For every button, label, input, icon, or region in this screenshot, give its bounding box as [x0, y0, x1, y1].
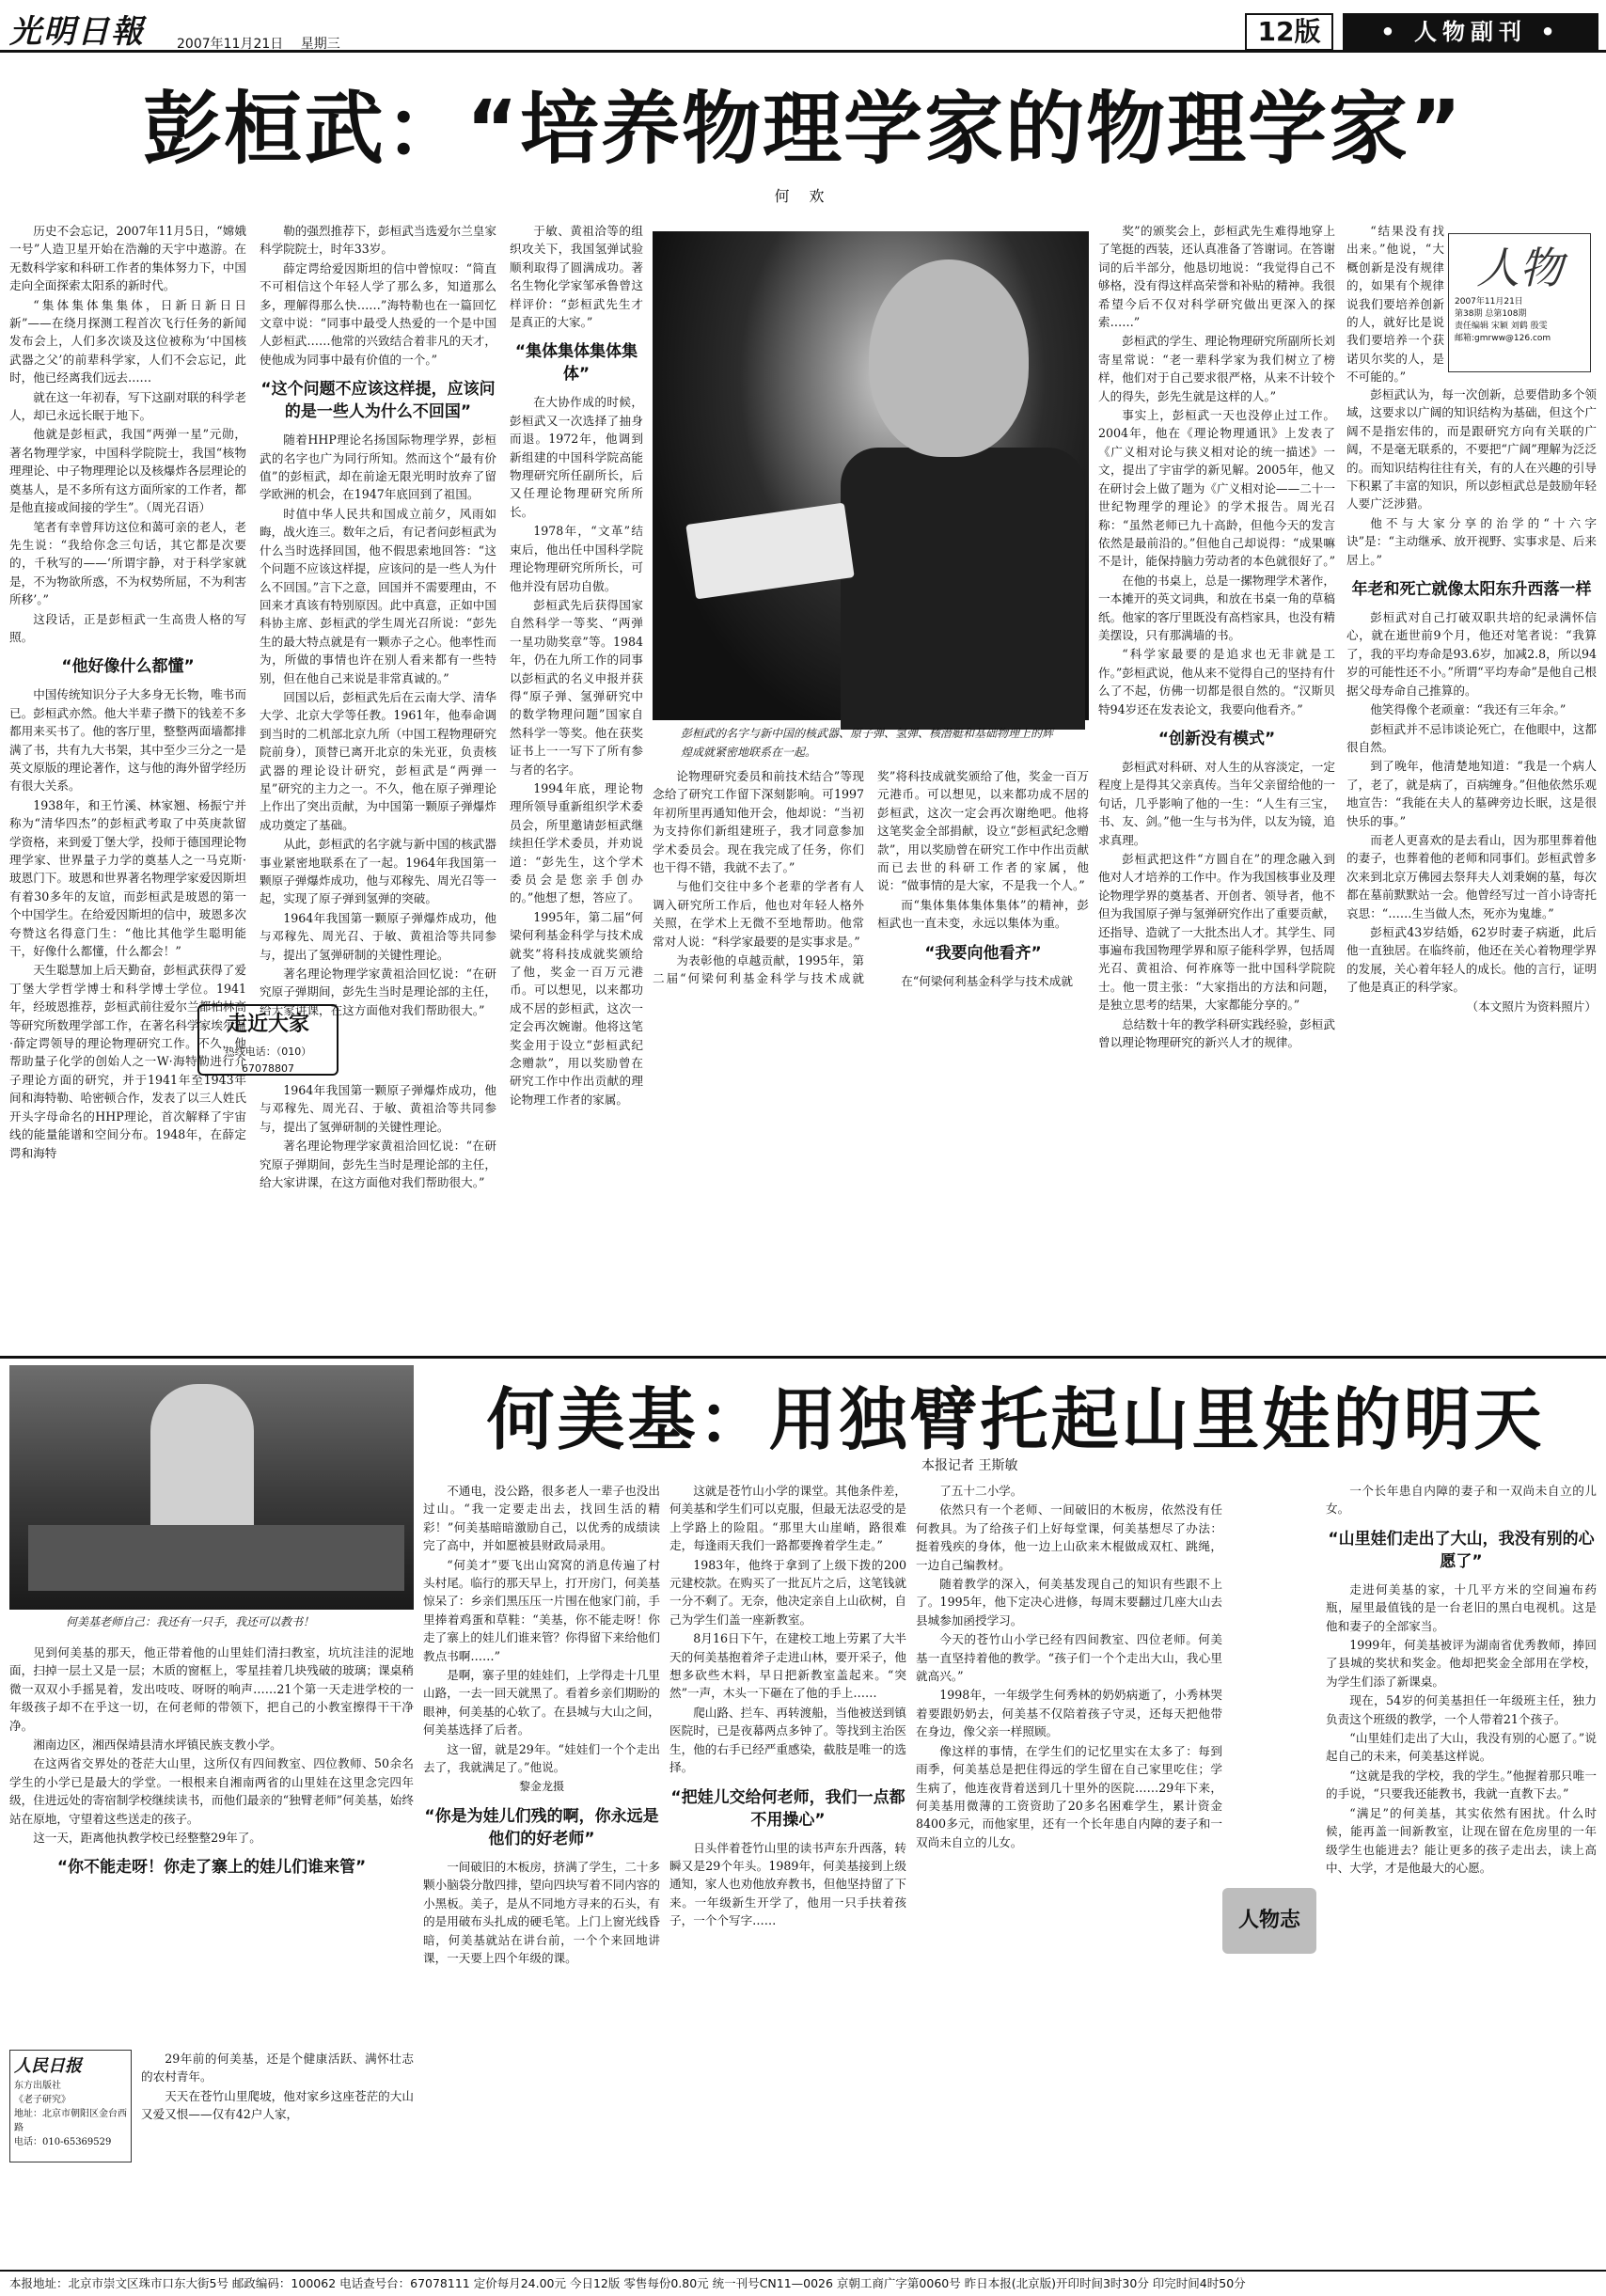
paragraph: 中国传统知识分子大多身无长物，唯书而已。彭桓武亦然。他大半辈子攒下的钱差不多都用来买书了。他的客厅里，整整两面墙都排满了书，共有九大书架，其中至少三分之一是英文原版的理论著作，这与他的海外留学经历有很大关系。	[9, 687, 246, 794]
paragraph: 笔者有幸曾拜访这位和蔼可亲的老人，老先生说：“我给你念三句话，其它都是次要的，千秋写的——‘所谓宇静，对于科学家就是，不为物欲所惑，不为权势所屈，不为利害所移’。”	[9, 519, 246, 607]
paragraph: 这就是苍竹山小学的课堂。其他条件差，何美基和学生们可以克服，但最无法忍受的是上学路上的险阻。“那里大山崖峭，路很难走，每逢雨天我们一路都要搀着学生走。”	[669, 1484, 906, 1553]
article1-column-6-para-2: 彭桓武认为，每一次创新，总要借助多个领域，这要求以广阔的知识结构为基础，但这个广阔不是指宏伟的，而是跟研究方向有关联的广阔，不是毫无联系的，不要把“广阔”理解为泛泛的。而知识结构往往有关，有的人在兴趣的引导下积累了丰富的知识，所以彭桓武总是鼓励年轻人要广泛涉猎。	[1346, 387, 1597, 511]
issue-date: 2007年11月21日	[177, 37, 284, 52]
paragraph: 他笑得像个老顽童：“我还有三年余。”	[1370, 702, 1567, 717]
article1-column-6-para-3: 他不与大家分享的治学的“十六字诀”是：“主动继承、放开视野、实事求是、后来居上。”	[1346, 515, 1597, 567]
pub-line-2: 《老子研究》	[14, 2095, 71, 2105]
paragraph: 在“何梁何利基金科学与技术成就	[901, 973, 1073, 988]
paragraph: 8月16日下午，在建校工地上劳累了大半天的何美基抱着斧子走进山林，要开采子，他想多砍些木料，早日把新教室盖起来。“突然”一声，木头一下砸在了他的手上……	[669, 1631, 906, 1701]
paragraph: 1994年底，理论物理所领导重新组织学术委员会，所里邀请彭桓武继续担任学术委员，并劝说道：“彭先生，这个学术委员会是您亲手创办的。”他想了想，答应了。	[510, 780, 643, 905]
paragraph: 1983年，他终于拿到了上级下拨的200元建校款。在购买了一批瓦片之后，这笔钱就一分不剩了。无奈，他决定亲自上山砍树，自己为学生们盖一座新教室。	[669, 1557, 906, 1627]
article2-column-5	[1326, 1482, 1597, 2266]
article1-column-1	[9, 222, 246, 1350]
he-meiji-photo-caption: 何美基老师自己：我还有一只手，我还可以教书！	[66, 1615, 315, 1628]
article1-column-6-lead: “结果没有找出来。”他说，“大概创新是没有规律的，如果有个规律说我们要培养创新的人，就好比是说我们要培养一个获诺贝尔奖的人，是不可能的。”	[1346, 224, 1444, 385]
paragraph: 随着教学的深入，何美基发现自己的知识有些跟不上了。1995年，他下定决心进修，每周末要翻过几座大山去县城参加函授学习。	[916, 1577, 1222, 1628]
paragraph: 爬山路、拦车、再转渡船，当他被送到镇医院时，已是夜幕两点多钟了。等找到主治医生，他的右手已经严重感染，截肢是唯一的选择。	[669, 1705, 906, 1775]
article2-byline: 本报记者 王斯敏	[921, 1458, 1018, 1473]
feature-date: 2007年11月21日	[1455, 297, 1523, 307]
paragraph: 历史不会忘记，2007年11月5日，“嫦娥一号”人造卫星开始在浩瀚的天宇中遨游。在无数科学家和科研工作者的集体努力下，中国走向全面探索太阳系的新时代。	[9, 224, 246, 293]
issue-weekday: 星期三	[300, 37, 340, 52]
paragraph: 依然只有一个老师、一间破旧的木板房，依然没有任何教具。为了给孩子们上好每堂课，何美基想尽了办法：挺着残疾的身体，他一边上山砍来木棍做成双杠、跳绳，一边自己编教材。	[916, 1502, 1222, 1572]
feature-info-box	[1448, 233, 1591, 372]
paragraph: “满足”的何美基，其实依然有困扰。什么时候，能再盖一间新教室，让现在留在危房里的一年级学生也能进去？能让更多的孩子走出去，读上高中、大学，才是他最大的心愿。	[1326, 1805, 1597, 1875]
feature-mark: 人物	[1476, 243, 1563, 293]
article2-headline: 何美基：用独臂托起山里娃的明天	[486, 1379, 1545, 1459]
article2-subheading-3: “把娃儿交给何老师，我们一点都不用操心”	[670, 1787, 905, 1830]
article1-subheading-1: “他好像什么都懂”	[61, 657, 195, 677]
paragraph: 现在，54岁的何美基担任一年级班主任，独力负责这个班级的教学，一个人带着21个孩子。	[1326, 1693, 1597, 1726]
paragraph: 彭桓武43岁结婚，62岁时妻子病逝，此后他一直独居。在临终前，他还在关心着物理学界的发展，关心着年轻人的成长。他的言行，证明了他是真正的科学家。	[1346, 924, 1597, 995]
paragraph: 像这样的事情，在学生们的记忆里实在太多了：每到雨季，何美基总是把住得远的学生留在自己家里吃住；学生病了，他连夜背着送到几十里外的医院……29年下来，何美基用微薄的工资资助了20多名困难学生，累计资金8400多元，而他家里，还有一个长年患自内障的妻子和一双尚未自立的儿女。	[916, 1743, 1222, 1849]
paragraph: 1978年，“文革”结束后，他出任中国科学院理论物理研究所所长，可他并没有居功自傲。	[510, 524, 643, 593]
feature-email: 邮箱:gmrww@126.com	[1455, 334, 1551, 343]
article1-subheading-5: “创新没有模式”	[1157, 729, 1276, 748]
article2-subheading-1: “你不能走呀！你走了寨上的娃儿们谁来管”	[56, 1858, 367, 1878]
paragraph: 今天的苍竹山小学已经有四间教室、四位老师。何美基一直坚持着他的教学。“孩子们一个个走出大山，我心里就高兴。”	[916, 1632, 1222, 1684]
article1-column-5	[1098, 222, 1335, 1350]
article1-column-2	[260, 222, 497, 1017]
paragraph: 奖”的颁奖会上，彭桓武先生难得地穿上了笔挺的西装，还认真准备了答谢词。在答谢词的后半部分，他恳切地说：“我觉得自己不够格，没有得这样高荣誉和补贴的精神。我很希望今后不仅对科学研究做出更深入的探索……”	[1098, 224, 1335, 330]
peng-huanwu-photo-caption: 彭桓武的名字与新中国的核武器、原子弹、氢弹、核潜艇和基础物理上的辉煌成就紧密地联系在一起。	[681, 727, 1054, 759]
paragraph: 时值中华人民共和国成立前夕，风雨如晦，战火连三。数年之后，有记者问彭桓武为什么当时选择回国，他不假思索地回答：“这个问题不应该这样提，应该问的是一些人为什么不回国。”言下之意，回国并不需要理由，不回来才真该有特别原因。此中真意，正如中国科协主席、彭桓武的学生周光召所说：“彭先生的最大特点就是有一颗赤子之心。他率性而为，所做的事情也许在别人看来都有一些特别，但在他自己来说是非常真诚的。”	[260, 506, 497, 685]
paragraph: 日头伴着苍竹山里的读书声东升西落，转瞬又是29个年头。1989年，何美基接到上级通知，家人也劝他放弃教书，但他坚持留了下来。一年级新生开学了，他用一只手扶着孩子，一个个写字……	[669, 1840, 906, 1928]
paragraph: 从此，彭桓武的名字就与新中国的核武器事业紧密地联系在了一起。1964年我国第一颗原子弹爆炸成功，他与邓稼先、周光召等一起，实现了原子弹到氢弹的突破。	[260, 837, 496, 906]
paragraph: 与他们交往中多个老辈的学者有人调入研究所工作后，他也对年轻人格外关照，在学术上无微不至地帮助。他常常对人说：“科学家最要的是实事求是。”	[653, 879, 864, 949]
pub-line-3: 地址：北京市朝阳区金台西路	[14, 2109, 127, 2133]
paragraph: 1999年，何美基被评为湖南省优秀教师，捧回了县城的奖状和奖金。他却把奖金全部用在学校，为学生们添了新课桌。	[1326, 1638, 1597, 1689]
paragraph: 在这两省交界处的苍茫大山里，这所仅有四间教室、四位教师、50余名学生的小学已是最大的学堂。一根根来自湘南两省的山里娃在这里念完四年级，住进远处的寄宿制学校继续读书，而他们最亲的“独臂老师”何美基，始终站在原地，守望着这些送走的孩子。	[9, 1756, 414, 1826]
section-label: • 人物副刊 •	[1343, 13, 1598, 51]
article1-column-6	[1346, 385, 1597, 1350]
paragraph: 这段话，正是彭桓武一生高贵人格的写照。	[9, 611, 246, 644]
article1-subheading-3: “集体集体集体集体”	[514, 342, 638, 385]
article2-column-4	[916, 1482, 1222, 2266]
page-number: 12版	[1245, 13, 1333, 51]
article1-subheading-2: “这个问题不应该这样提，应该问的是一些人为什么不回国”	[260, 380, 496, 422]
paragraph: 一个长年患自内障的妻子和一双尚未自立的儿女。	[1326, 1484, 1597, 1517]
paragraph: 一间破旧的木板房，挤满了学生，二十多颗小脑袋分散四排，望向四块写着不同内容的小黑板。美子，是从不同地方寻来的石头，有的是用破布头扎成的硬毛笔。上门上窗光线昏暗，何美基就站在讲台前，一个个来回地讲课，一天要上四个年级的课。	[423, 1859, 660, 1965]
paragraph: 著名理论物理学家黄祖洽回忆说：“在研究原子弹期间，彭先生当时是理论部的主任，给大家讲课，在这方面他对我们帮助很大。”	[260, 967, 496, 1017]
paragraph: 见到何美基的那天，他正带着他的山里娃们清扫教室，坑坑洼洼的泥地面，扫掉一层土又是一层；木质的窗框上，零星挂着几块残破的玻璃；课桌稍微一双双小手摇晃着，发出吱吱、呀呀的响声……21个第一天走进学校的一年级孩子却不在乎这一切，在何老师的带领下，把自己的小教室擦得干干净净。	[9, 1645, 414, 1733]
renwu-zhi-tag: 人物志	[1222, 1888, 1316, 1954]
paragraph: 1964年我国第一颗原子弹爆炸成功，他与邓稼先、周光召、于敏、黄祖洽等共同参与，提出了氢弹研制的关键性理论。	[260, 910, 496, 962]
paragraph: 1995年，第二届“何梁何利基金科学与技术成就奖”将科技成就奖颁给了他，奖金一百万元港币。可以想见，以来都功成不居的彭桓武，这次一定会再次婉谢。他将这笔奖金用于设立“彭桓武纪念赠款”，用以奖励曾在研究工作中作出贡献的理论物理工作者的家属。	[510, 909, 643, 1107]
dateline	[177, 34, 354, 53]
paragraph: 不通电，没公路，很多老人一辈子也没出过山。“我一定要走出去，找回生活的精彩！”何美基暗暗激励自己，以优秀的成绩读完了高中，并如愿被县财政局录用。	[423, 1484, 660, 1553]
pub-line-1: 东方出版社	[14, 2081, 61, 2091]
paragraph: 于敏、黄祖洽等的组织攻关下，我国氢弹试验顺利取得了圆满成功。著名生物化学家邹承鲁曾这样评价：“彭桓武先生才是真正的大家。”	[510, 224, 643, 330]
paragraph: 就在这一年初春，写下这副对联的科学老人，却已永远长眠于地下。	[9, 389, 246, 423]
article2-column-3	[669, 1482, 906, 2266]
paragraph: 天天在苍竹山里爬坡，他对家乡这座苍茫的大山又爱又恨——仅有42户人家，	[141, 2088, 414, 2122]
article2-column-1	[9, 1643, 414, 2038]
paragraph: 在大协作成的时候，彭桓武又一次选择了抽身而退。1972年，他调到新组建的中国科学院高能物理研究所任副所长，后又任理论物理研究所所长。	[510, 395, 643, 519]
paragraph: 彭桓武的学生、理论物理研究所副所长刘寄星常说：“老一辈科学家为我们树立了榜样，他们对于自己要求很严格，从来不计较个人的得失，彭先生就是这样的人。”	[1098, 334, 1335, 403]
article1-column-2-tail	[260, 1081, 496, 1350]
photo-credit: 黎金龙摄	[518, 1779, 564, 1793]
paragraph: 1998年，一年级学生何秀林的奶奶病逝了，小秀林哭着要跟奶奶去，何美基不仅陪着孩子守灵，还每天把他带在身边，像父亲一样照顾。	[916, 1688, 1222, 1739]
paragraph: 湘南边区，湘西保靖县清水坪镇民族支教小学。	[33, 1738, 282, 1753]
article2-column-1-tail	[141, 2050, 414, 2266]
paragraph: 这一留，就是29年。“娃娃们一个个走出去了，我就满足了。”他说。	[423, 1741, 660, 1775]
article1-column-4	[653, 767, 1089, 1350]
hotline-box	[197, 1004, 339, 1076]
article-divider	[0, 1356, 1606, 1359]
he-meiji-photo	[9, 1365, 414, 1610]
article1-subheading-4: “我要向他看齐”	[924, 943, 1042, 963]
paragraph: “山里娃们走出了大山，我没有别的心愿了。”说起自己的未来，何美基这样说。	[1326, 1731, 1597, 1764]
pub-line-4: 电话：010-65369529	[14, 2137, 112, 2147]
paragraph: 彭桓武对科研、对人生的从容淡定，一定程度上是得其父亲真传。当年父亲留给他的一句话，几乎影响了他的一生：“人生有三宝，书、友、剑。”他一生与书为伴，以友为镜，追求真理。	[1098, 759, 1336, 847]
peng-huanwu-photo	[653, 231, 1089, 720]
article1-column-3	[510, 222, 643, 1350]
paragraph: 彭桓武对自己打破双职共培的纪录满怀信心，就在逝世前9个月，他还对笔者说：“我算了，我的平均寿命是93.6岁，加减2.8，所以94岁的可能性还不小。”所谓“平均寿命”是他自己根据父母寿命自己推算的。	[1346, 610, 1597, 698]
publication-ad-box	[9, 2050, 132, 2162]
paragraph: 勒的强烈推荐下，彭桓武当选爱尔兰皇家科学院院士，时年33岁。	[260, 224, 496, 257]
paragraph: 这一天，距离他执教学校已经整整29年了。	[33, 1831, 261, 1846]
paragraph: 随着HHP理论名扬国际物理学界，彭桓武的名字也广为同行所知。然而这个“最有价值”的彭桓武，却在前途无限光明时放弃了留学欧洲的机会，在1947年底回到了祖国。	[260, 432, 496, 502]
article1-column-2-tail-text: 1964年我国第一颗原子弹爆炸成功，他与邓稼先、周光召、于敏、黄祖洽等共同参与，提出了氢弹研制的关键性理论。	[260, 1083, 496, 1134]
paragraph: 到了晚年，他清楚地知道：“我是一个病人了，老了，就是病了，百病缠身。”但他依然乐观地宣告：“我能在夫人的墓碑旁边长眠，这是很快乐的事。”	[1346, 759, 1597, 828]
paragraph: 他就是彭桓武，我国“两弹一星”元勋，著名物理学家，中国科学院院士，我国“核物理理论、中子物理理论以及核爆炸各层理论的奠基人，是不多所有这方面所家的工作者，都是他直接或间接的学生”。（周光召语）	[9, 427, 246, 515]
article2-subheading-5: “山里娃们走出了大山，我没有别的心愿了”	[1328, 1529, 1595, 1571]
page-footer: 本报地址：北京市崇文区珠市口东大街5号 邮政编码：100062 电话查号台：67078111 定价每月24.00元 今日12版 零售每份0.80元 统一刊号CN11—0026 京朝工商广字第0060号 昨日本报(北京版)开印时间3时30分 印完时间4时50分	[0, 2270, 1606, 2296]
paragraph: 了五十二小学。	[939, 1484, 1023, 1498]
paragraph: 事实上，彭桓武一天也没停止过工作。2004年，他在《理论物理通讯》上发表了《广义相对论与狭义相对论的统一描述》一文，提出了宇宙学的新见解。2005年，他又在研讨会上做了题为《广义相对论——二十一世纪物理学的理论》的学术报告。周光召称：“虽然老师已九十高龄，但他今天的发言依然是最前沿的。”但他自己却说得：“成果嘛不是计，能保持脑力劳动者的本色就很好了。”	[1098, 408, 1336, 569]
paragraph: 为表彰他的卓越贡献，1995年，第二届“何梁何利基金科学与技术成就奖”将科技成就奖颁给了他，奖金一百万元港币。可以想见，以来都功成不居的彭桓武，这次一定会再次谢绝吧。他将这笔奖金全部捐献，设立“彭桓武纪念赠款”，用以奖励曾在研究工作中作出贡献而已去世的科研工作者的家属，他说：“做事情的是大家，不是我一个人。”	[653, 769, 1089, 986]
article1-byline: 何 欢	[774, 187, 832, 205]
paragraph: “集体集体集集体，日新日新日日新”——在绕月探测工程首次飞行任务的新闻发布会上，人们多次谈及这位被称为‘中国核武器之父’的前辈科学家，人们不会忘记，此时，他已经离我们远去……	[9, 297, 246, 385]
paragraph: 总结数十年的教学科研实践经验，彭桓武曾以理论物理研究的新兴人才的规律。	[1098, 1016, 1335, 1050]
article1-column-6-top	[1346, 222, 1444, 385]
article2-subheading-2: “你是为娃儿们残的啊，你永远是他们的好老师”	[424, 1806, 659, 1848]
paragraph: 论物理研究委员和前技术结合”等现念给了研究工作留下深刻影响。可1997年初所里再通知他开会，他却说：“当初为支持你们新组建班子，我才同意参加学术委员会。现在我完成了任务，你们也干得不错，我就不去了。”	[653, 769, 864, 875]
paragraph: 而老人更喜欢的是去看山，因为那里葬着他的妻子，也葬着他的老师和同事们。彭桓武曾多次来到北京万佛园去祭拜夫人刘秉娴的墓，每次都在墓前默默站一会。他曾经写过一首小诗寄托哀思：“……生当做人杰，死亦为鬼雄。”	[1346, 832, 1597, 920]
newspaper-logo: 光明日報	[9, 13, 145, 51]
paragraph: 在他的书桌上，总是一摞物理学术著作，一本摊开的英文词典，和放在书桌一角的草稿纸。他家的客厅里既没有高档家具，也没有精美摆设，只有那满墙的书。	[1098, 573, 1335, 642]
article1-subheading-6: 年老和死亡就像太阳东升西落一样	[1351, 580, 1592, 600]
paragraph: 彭桓武把这件“方圆自在”的理念融入到他对人才培养的工作中。作为我国核事业及理论物理学界的奠基者、开创者、领导者，他不但为我国原子弹与氢弹研究作出了重要贡献，还指导、造就了一大批杰出人才。其学生、同事遍布我国物理学界和原子能科学界，包括周光召、黄祖洽、何祚庥等一批中国科学院院士。他一贯主张：“大家指出的方法和问题，是独立思考的结果，大家都能分享的。”	[1098, 852, 1335, 1013]
pub-title: 人民日报	[14, 2056, 82, 2076]
paragraph: 是啊，寨子里的娃娃们，上学得走十几里山路，一去一回天就黑了。看着乡亲们期盼的眼神，何美基的心软了。在县城与大山之间，何美基选择了后者。	[423, 1668, 660, 1738]
masthead	[0, 0, 1606, 53]
paragraph: 1938年，和王竹溪、林家翘、杨振宁并称为“清华四杰”的彭桓武考取了中英庚款留学资格，来到爱丁堡大学，投师于德国理论物理学家、世界量子力学的奠基人之一马克斯·玻恩门下。玻恩和世界著名物理学家爱因斯坦有着30多年的友谊，而彭桓武是玻恩的第一个中国学生。在给爱因斯坦的信中，玻恩多次夸赞这名得意门生：“他比其他学生聪明能干，好像什么都懂，什么都会！”	[9, 797, 246, 959]
feature-editors: 责任编辑 宋颖 刘鹤 殷雯	[1455, 322, 1548, 331]
paragraph: 彭桓武先后获得国家自然科学一等奖、“两弹一星功勋奖章”等。1984年，仍在九所工作的同事以彭桓武的名义申报并获得“原子弹、氢弹研究中的数学物理问题”国家自然科学一等奖。他在获奖证书上一一写下了所有参与者的名字。	[510, 597, 643, 777]
paragraph: 回国以后，彭桓武先后在云南大学、清华大学、北京大学等任教。1961年，他奉命调到当时的二机部北京九所（中国工程物理研究院前身），顶替已离开北京的朱光亚，负责核武器的理论设计研究，彭桓武是“两弹一星”研究的主力之一。不久，他在原子弹理论上作出了突出贡献，为中国第一颗原子弹爆炸成功奠定了基础。	[260, 689, 496, 832]
article1-photo-note: （本文照片为资料照片）	[1466, 999, 1597, 1014]
paragraph: 走进何美基的家，十几平方米的空间遍布药瓶，屋里最值钱的是一台老旧的黑白电视机。这是他和妻子的全部家当。	[1326, 1581, 1597, 1633]
paragraph: 薛定谔给爱因斯坦的信中曾惊叹：“简直不可相信这个年轻人学了那么多，知道那么多，理解得那么快……”海特勒也在一篇回忆文章中说：“同事中最受人热爱的一个是中国人彭桓武……他常的兴致结合着非凡的天才，使他成为同事中最有价值的一个。”	[260, 260, 496, 367]
paragraph: “这就是我的学校，我的学生。”他握着那只唯一的手说，“只要我还能教书，我就一直教下去。”	[1326, 1768, 1597, 1801]
article1-headline: 彭桓武：“培养物理学家的物理学家”	[142, 83, 1464, 175]
paragraph: “何美才”要飞出山窝窝的消息传遍了村头村尾。临行的那天早上，打开房门，何美基惊呆了：乡亲们黑压压一片围在他家门前，手里捧着鸡蛋和草鞋：“美基，你不能走呀！你走了寨上的娃儿们谁来管？你得留下来给他们教点书啊……”	[423, 1557, 660, 1663]
article2-column-2	[423, 1482, 660, 2266]
paragraph: 而“集体集体集体集体”的精神，彭桓武也一直未变，永远以集体为重。	[877, 897, 1089, 931]
hotline-title: 走近大家	[226, 1013, 309, 1036]
paragraph: 29年前的何美基，还是个健康活跃、满怀壮志的农村青年。	[141, 2052, 414, 2084]
article1-column-2-tail-text-2: 著名理论物理学家黄祖洽回忆说：“在研究原子弹期间，彭先生当时是理论部的主任，给大家讲课，在这方面他对我们帮助很大。”	[260, 1139, 496, 1190]
paragraph: 天生聪慧加上后天勤奋，彭桓武获得了爱丁堡大学哲学博士和科学博士学位。1941年，经玻恩推荐，彭桓武前往爱尔兰都柏林高等研究所数理学部工作，在著名科学家埃尔温·薛定谔领导的理论物理研究工作。不久，他帮助量子化学的创始人之一W·海特勒进行介子理论方面的研究，并于1941年至1943年间和海特勒、哈密顿合作，发表了以三人姓氏开头字母命名的HHP理论，首次解释了宇宙线的能量能谱和空间分布。1948年，在薛定谔和海特	[9, 963, 246, 1160]
feature-issue: 第38期 总第108期	[1455, 309, 1527, 319]
hotline-number: 热线电话：（010）67078807	[224, 1046, 312, 1075]
paragraph: “科学家最要的是追求也无非就是工作。”彭桓武说，他从来不觉得自己的坚持有什么了不起，仿佛一切都是很自然的。“汉斯贝特94岁还在发表论文，我要向他看齐。”	[1098, 647, 1336, 716]
paragraph: 彭桓武并不忌讳谈论死亡，在他眼中，这都很自然。	[1346, 721, 1597, 754]
